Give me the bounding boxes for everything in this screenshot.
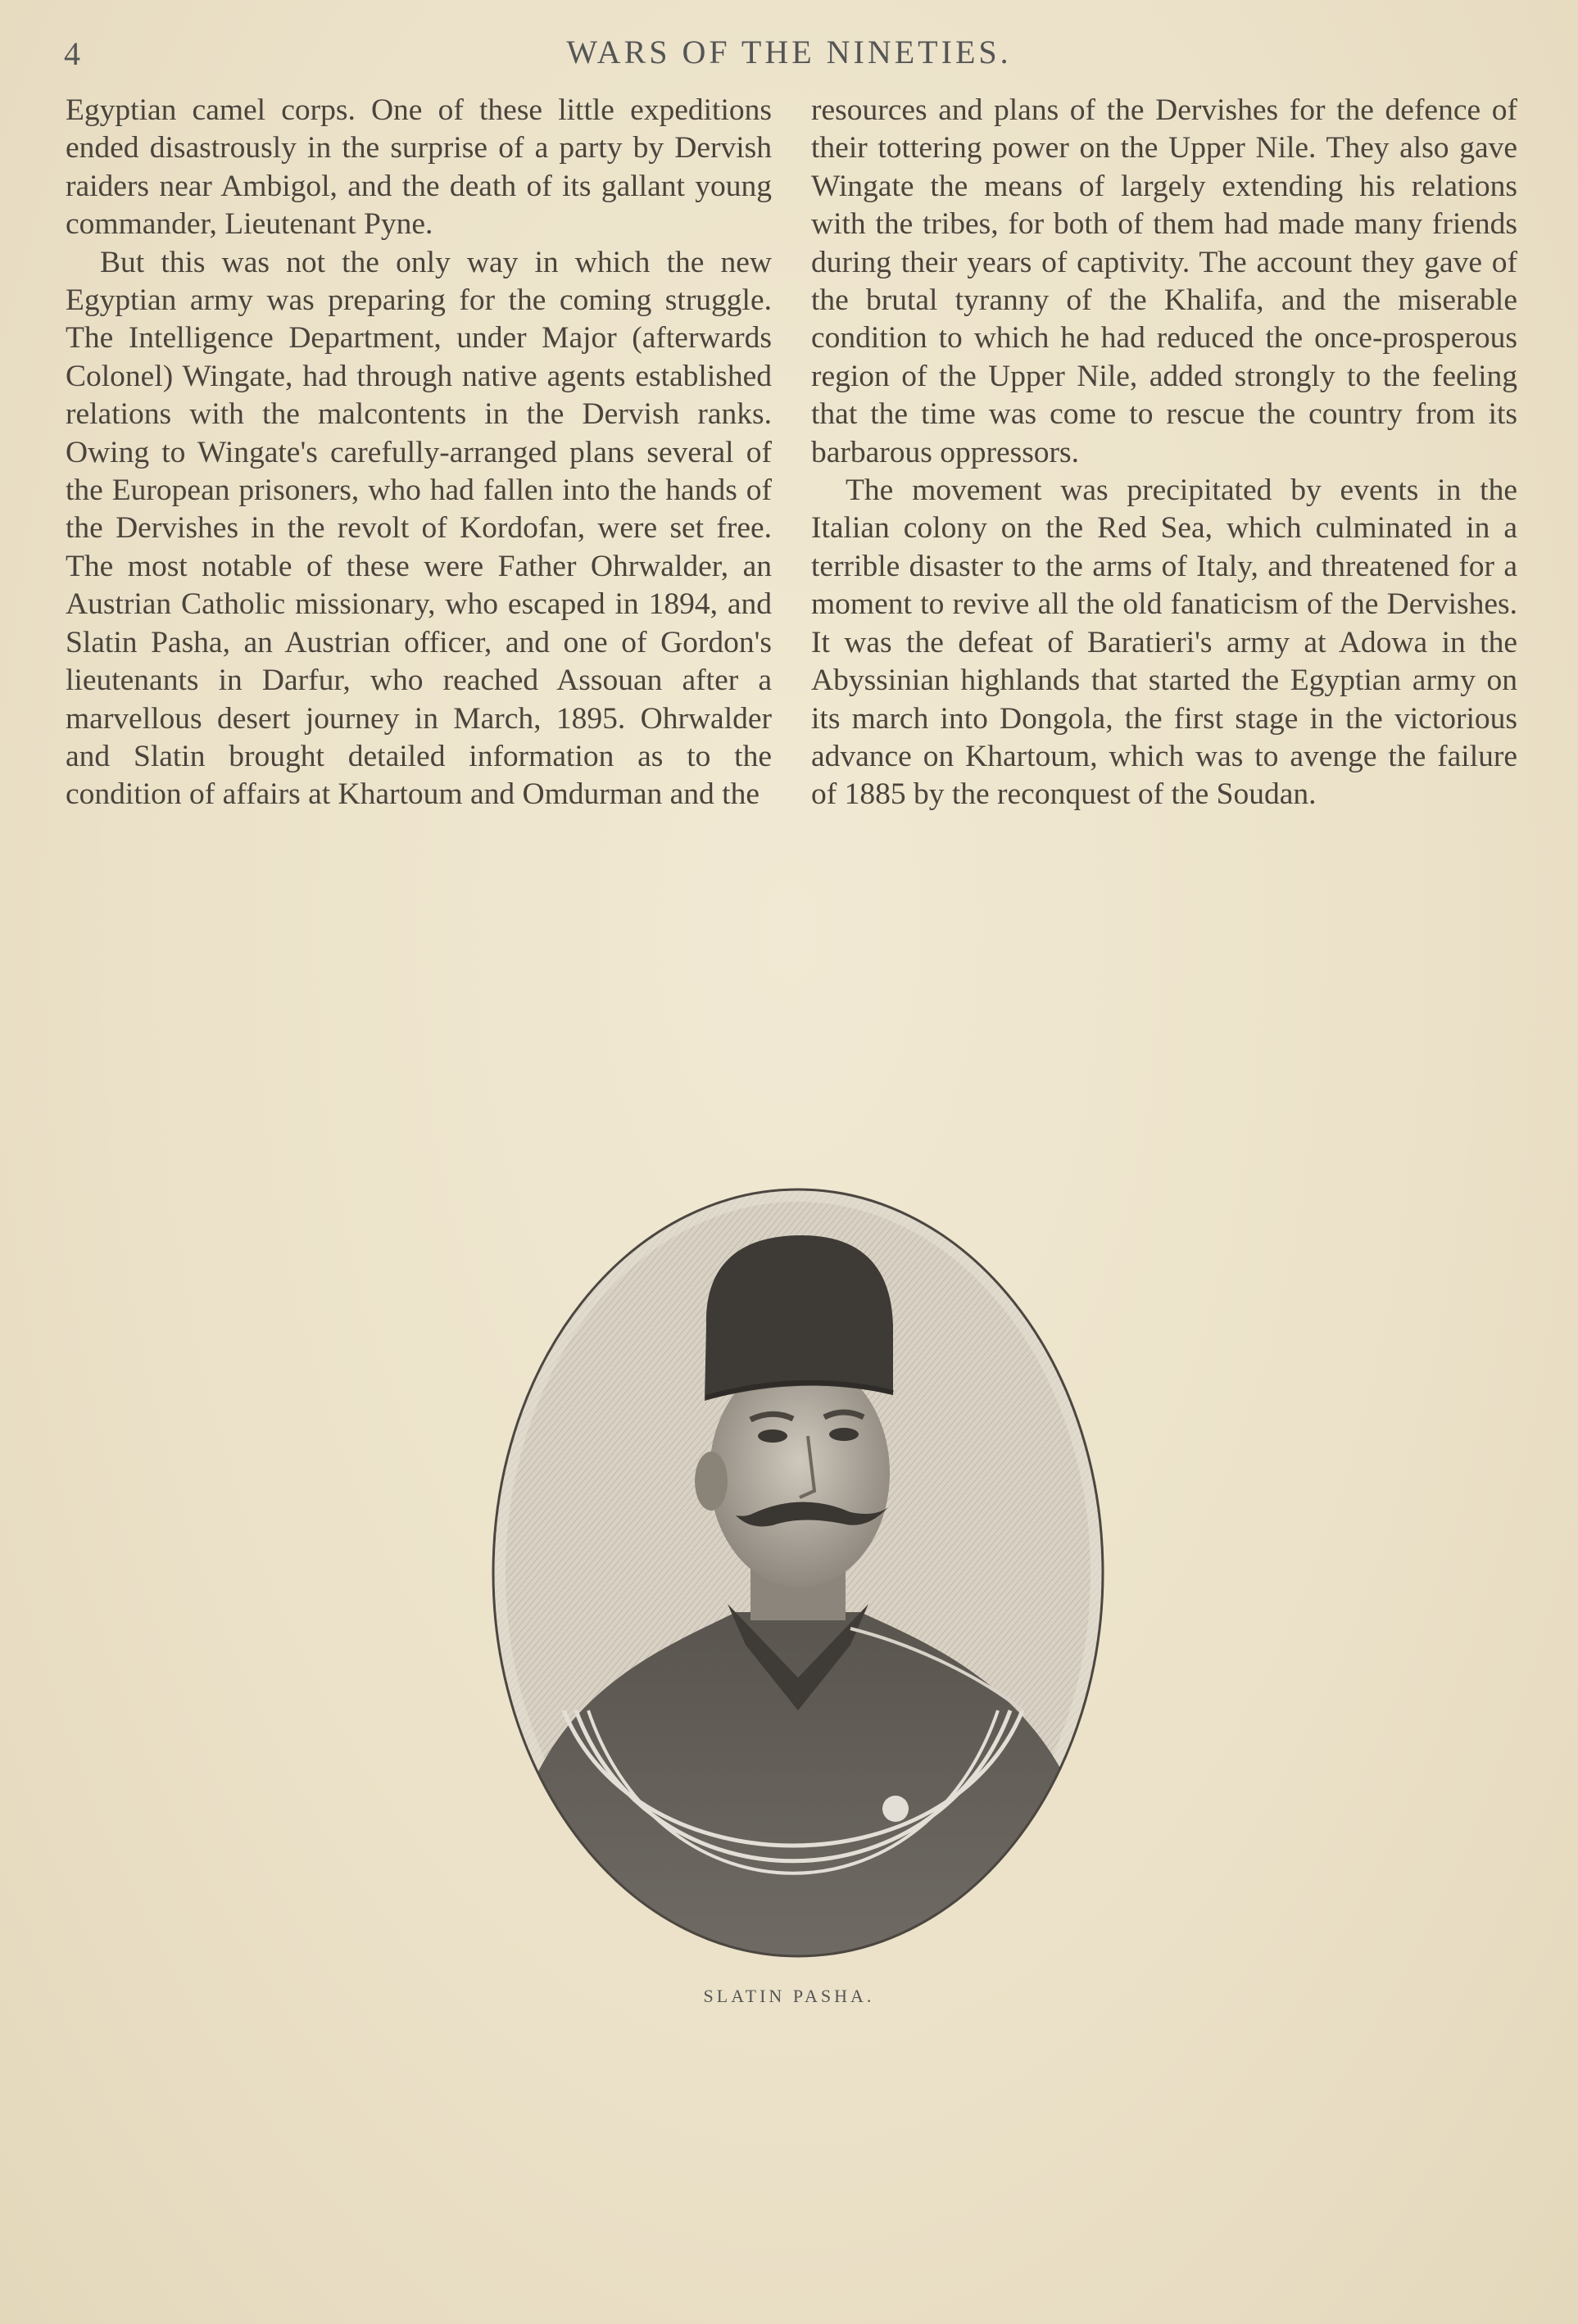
paragraph: But this was not the only way in which the new Egyptian army was preparing for the coming struggle. The Intelligence Department, under Major (afterwards Colonel) Wingate, had through native agents established relations with the malcontents in the Dervish ranks. Owing to Wingate's carefully-arranged plans several of the European prisoners, who had fallen into the hands of the Dervishes in the revolt of Kordofan, were set free. The most notable of these were Father Ohrwalder, an Austrian Catholic missionary, who escaped in 1894, and Slatin Pasha, an Austrian officer, and one of Gordon's lieutenants in Darfur, who reached Assouan after a marvellous desert journey in March, 1895. Ohrwalder and Slatin brought detailed information as to the condition of affairs at Khartoum and Omdurman and the <box>66 245 772 812</box>
page-number: 4 <box>64 35 80 72</box>
left-text-column <box>66 92 772 814</box>
paragraph: Egyptian camel corps. One of these little expeditions ended disastrously in the surprise of a party by Dervish raiders near Ambigol, and the death of its gallant young commander, Lieutenant Pyne. <box>66 93 772 242</box>
paragraph: resources and plans of the Dervishes for the defence of their tottering power on the Upper Nile. They also gave Wingate the means of largely extending his relations with the tribes, for both of them had made many friends during their years of captivity. The account they gave of the brutal tyranny of the Khalifa, and the miserable condition to which he had reduced the once-prosperous region of the Upper Nile, added strongly to the feeling that the time was come to rescue the country from its barbarous oppressors. <box>811 93 1517 469</box>
paragraph: The movement was precipitated by events in the Italian colony on the Red Sea, which culminated in a terrible disaster to the arms of Italy, and threatened for a moment to revive all the old fanaticism of the Dervishes. It was the defeat of Baratieri's army at Adowa in the Abyssinian highlands that started the Egyptian army on its march into Dongola, the first stage in the victorious advance on Khartoum, which was to avenge the failure of 1885 by the reconquest of the Soudan. <box>811 473 1517 812</box>
portrait-image <box>490 1186 1106 1959</box>
right-text-column <box>811 92 1517 814</box>
figure-caption: SLATIN PASHA. <box>703 1986 875 2006</box>
running-title: WARS OF THE NINETIES. <box>566 34 1012 70</box>
portrait-figure <box>490 1186 1106 1959</box>
